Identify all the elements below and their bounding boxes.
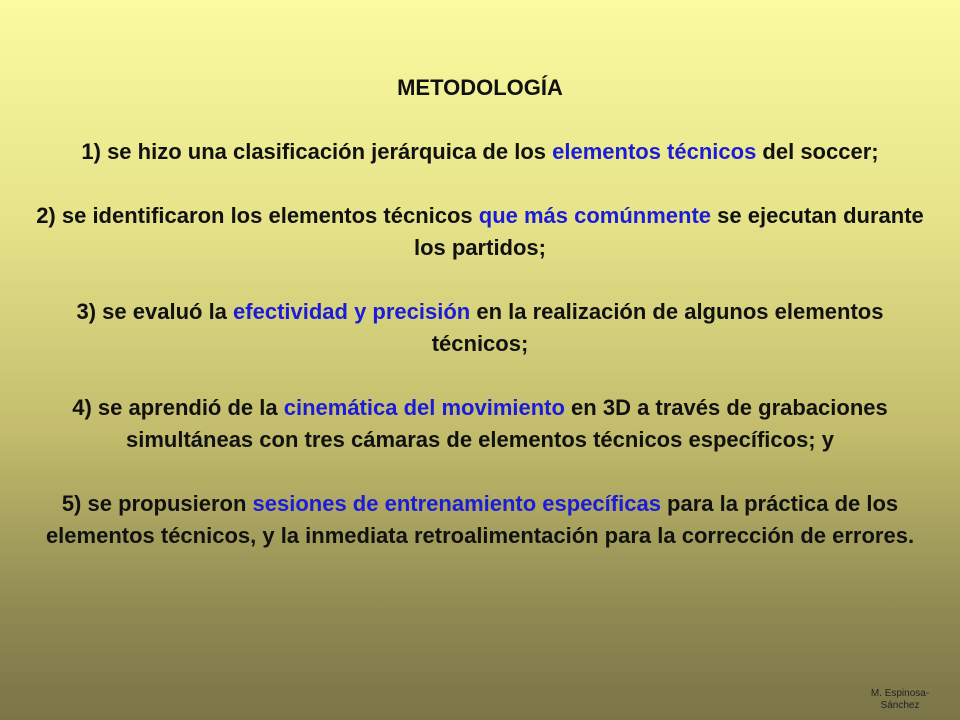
item-highlight: cinemática del movimiento — [283, 395, 565, 420]
item-highlight: que más comúnmente — [478, 203, 712, 228]
item-highlight: elementos técnicos — [552, 139, 757, 164]
item-highlight: efectividad y precisión — [233, 299, 471, 324]
item-text-end: se ejecutan durante los partidos; — [413, 203, 924, 260]
item-text-end: para la práctica de los elementos técnicos, y la inmediata retroalimentación para la corrección de errores. — [45, 491, 915, 548]
methodology-item-2 — [30, 200, 930, 264]
item-text-start: 5) se propusieron — [61, 491, 253, 516]
item-text-start: 3) se evaluó la — [76, 299, 234, 324]
slide-title: METODOLOGÍA — [397, 75, 563, 100]
author-credit: M. Espinosa-Sánchez — [870, 688, 930, 711]
methodology-item-3 — [30, 296, 930, 360]
methodology-item-5 — [30, 488, 930, 552]
item-text-start: 4) se aprendió de la — [72, 395, 284, 420]
item-text-end: del soccer; — [756, 139, 879, 164]
methodology-item-1 — [30, 136, 930, 168]
item-text-end: en la realización de algunos elementos técnicos; — [431, 299, 884, 356]
item-text-start: 1) se hizo una clasificación jerárquica de los — [81, 139, 553, 164]
item-highlight: sesiones de entrenamiento específicas — [252, 491, 661, 516]
slide-content — [30, 72, 930, 552]
item-text-end: en 3D a través de grabaciones simultáneas con tres cámaras de elementos técnicos específicos; y — [126, 395, 888, 452]
item-text-start: 2) se identificaron los elementos técnicos — [36, 203, 479, 228]
methodology-item-4 — [30, 392, 930, 456]
